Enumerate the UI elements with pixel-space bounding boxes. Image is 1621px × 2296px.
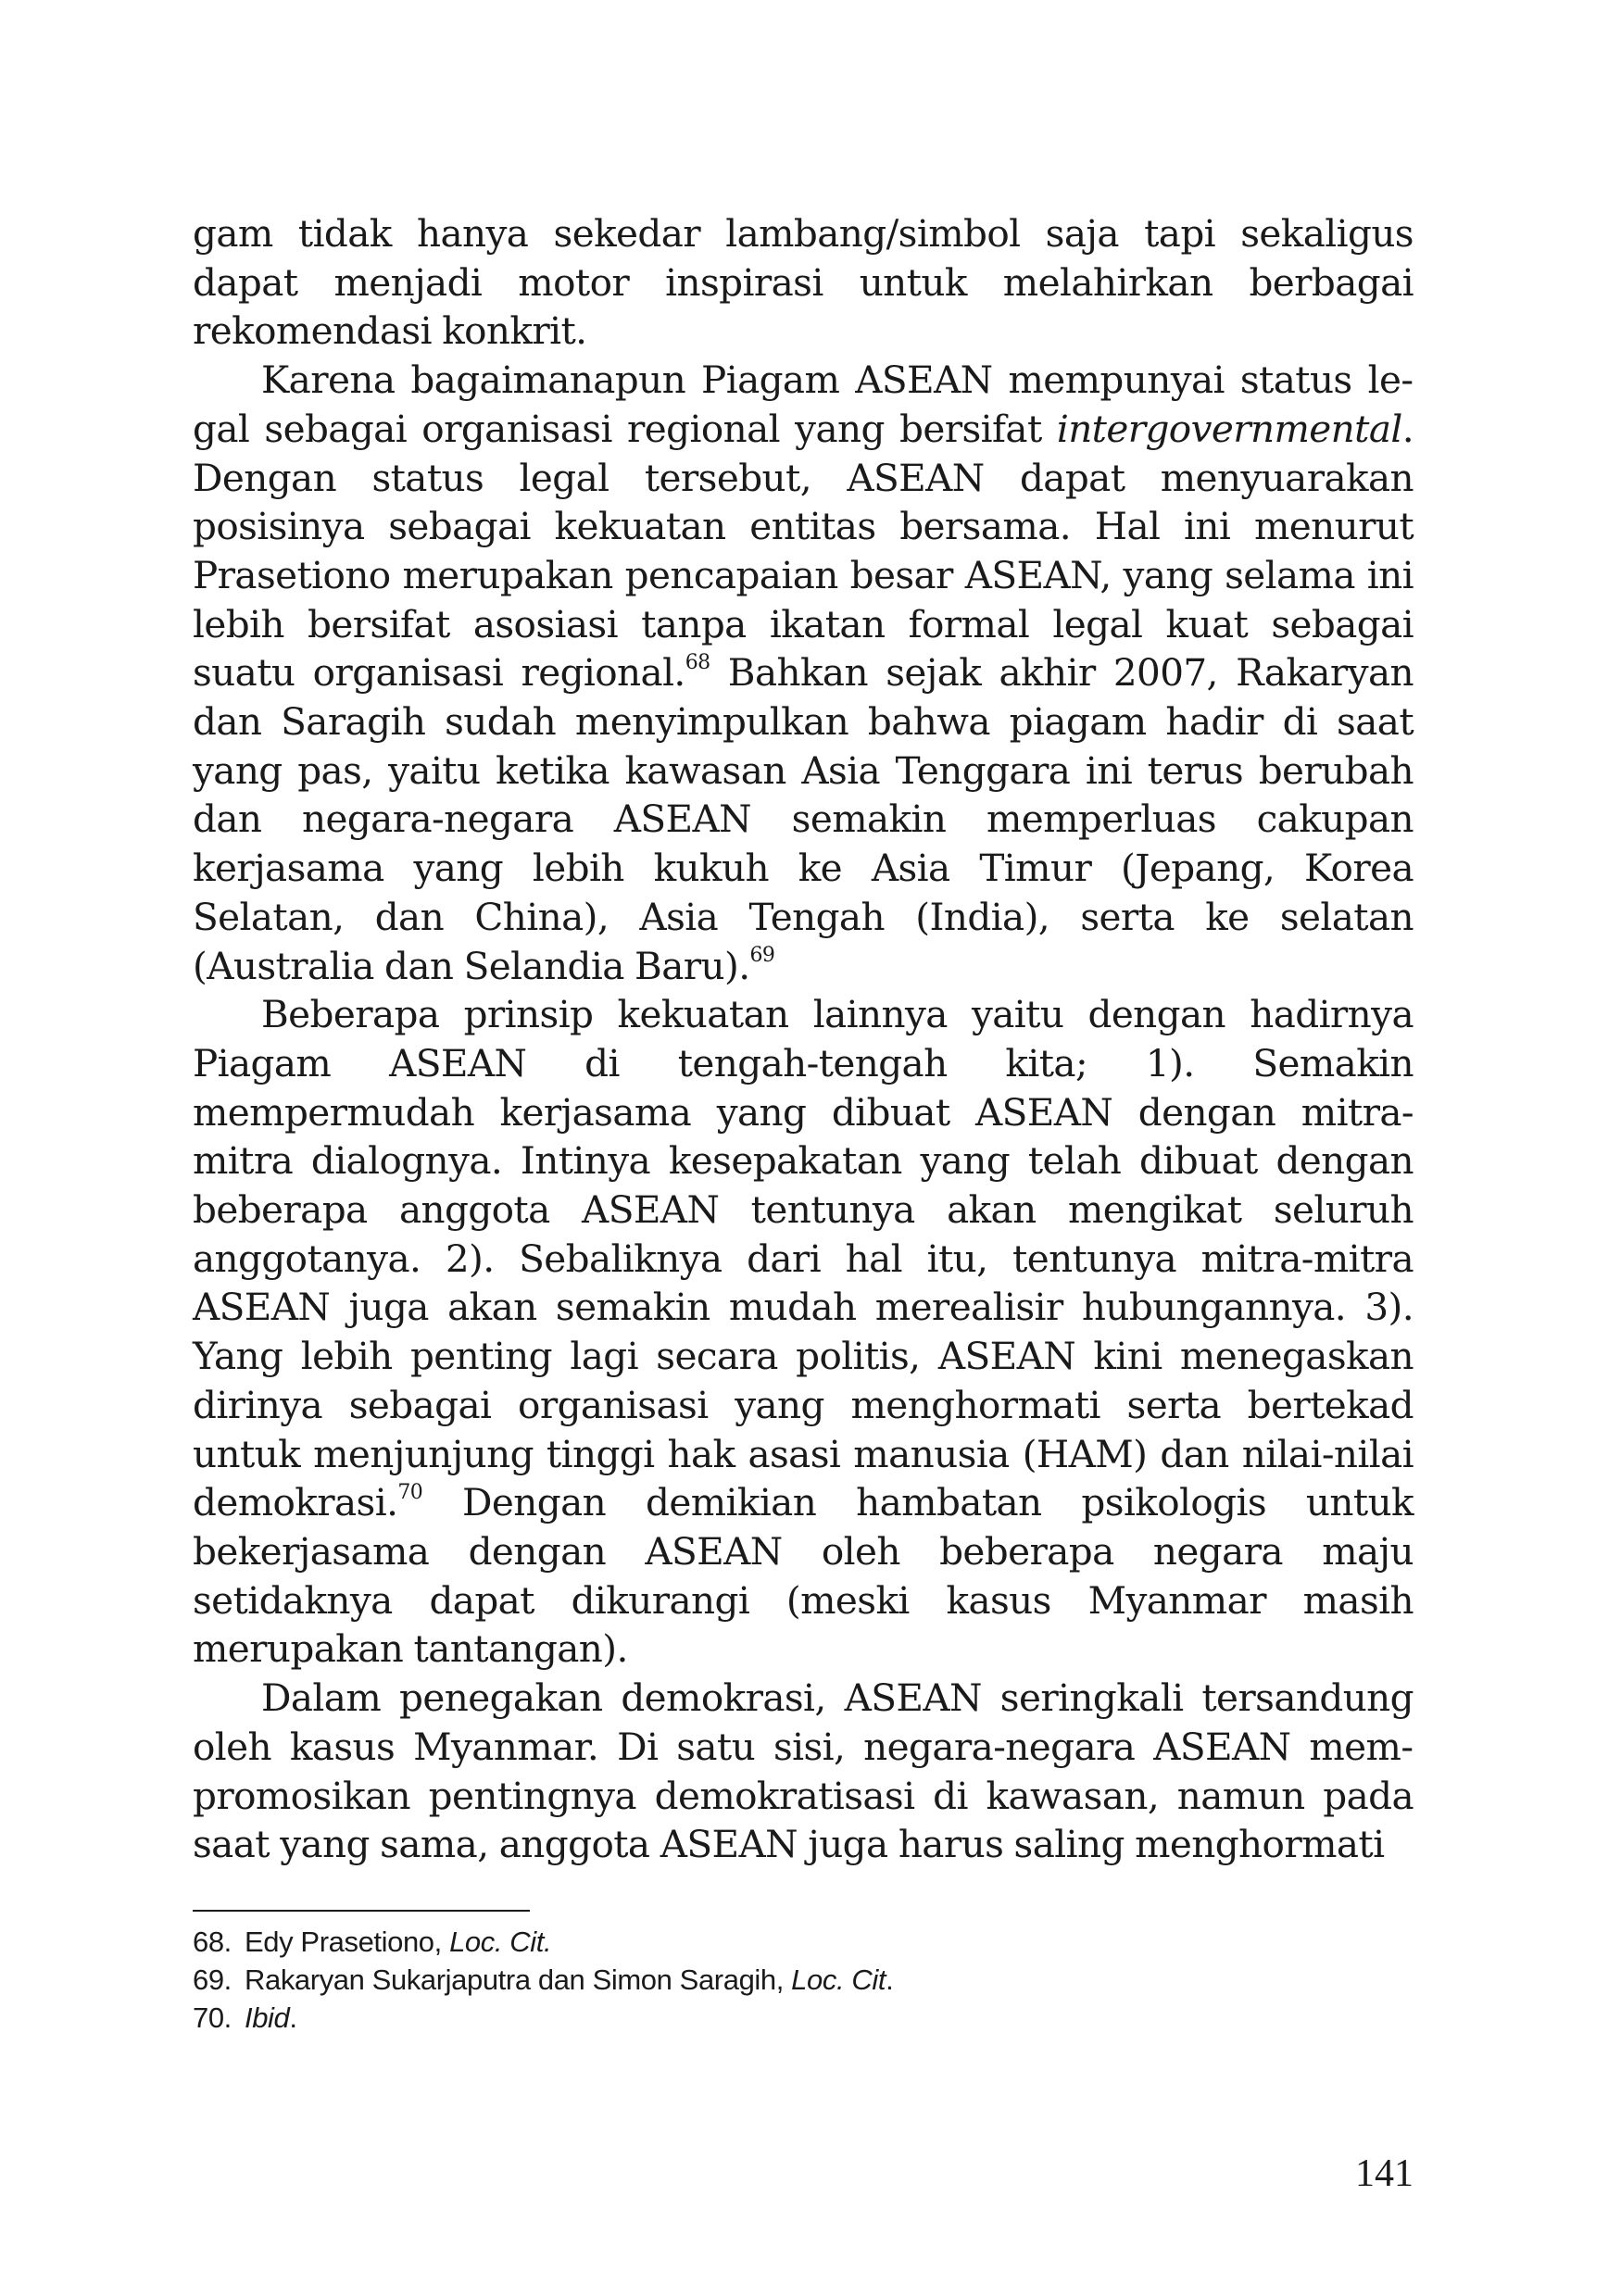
paragraph	[193, 209, 1414, 356]
footnote-divider	[193, 1910, 530, 1912]
text-run: gam tidak hanya sekedar lambang/simbol saja tapi sekaligus dapat menjadi motor inspirasi untuk melahirkan berbagai rekomendasi konkrit.	[193, 211, 1414, 354]
text-run: Bahkan sejak akhir 2007, Rakaryan dan Saragih sudah menyimpulkan bahwa piagam hadir di saat yang pas, yaitu ketika kawasan Asia Tenggara ini terus berubah dan negara-negara ASEAN semakin memperluas cakupan kerjasama yang lebih kukuh ke Asia Timur (Jepang, Korea Selatan, dan China), Asia Tengah (India), serta ke selatan (Australia dan Selandia Baru).	[193, 650, 1414, 988]
text-run: Beberapa prinsip kekuatan lainnya yaitu dengan hadirnya Piagam ASEAN di tengah-tengah kita; 1). Semakin mempermudah kerjasama yang dibuat ASEAN dengan mitra-mitra dialognya. Intinya kesepakatan yang telah dibuat dengan beberapa anggota ASEAN tentunya akan mengikat seluruh anggotanya. 2). Sebaliknya dari hal itu, tentunya mitra-mitra ASEAN juga akan semakin mudah merealisir hubungannya. 3). Yang lebih penting lagi secara politis, ASEAN kini menegaskan dirinya sebagai organisasi yang menghormati serta bertekad untuk menjunjung tinggi hak asasi manusia (HAM) dan nilai-nilai demokrasi.	[193, 992, 1414, 1525]
text-run: . Dengan status legal tersebut, ASEAN dapat menyuarakan posisinya sebagai kekuatan entitas bersama. Hal ini menurut Prasetiono merupakan pencapaian besar ASEAN, yang selama ini lebih bersifat asosiasi tanpa ikatan formal legal kuat sebagai suatu organisasi regional.	[193, 406, 1414, 696]
footnotes	[193, 1923, 1414, 2037]
body-text	[193, 209, 1414, 1869]
footnote-text	[245, 1964, 893, 1996]
footnote-text	[245, 1926, 551, 1958]
paragraph	[193, 356, 1414, 990]
italic-text: intergovernmental	[1056, 406, 1402, 451]
italic-text: Loc. Cit	[791, 1964, 886, 1996]
text-run: Karena bagaimanapun Piagam ASEAN mempunyai status legal sebagai organisasi regional yang bersifat	[193, 358, 1414, 451]
italic-text: Ibid	[245, 2001, 290, 2034]
text-run: Edy Prasetiono,	[245, 1926, 450, 1958]
text-run: Rakaryan Sukarjaputra dan Simon Saragih,	[245, 1964, 792, 1996]
footnote-number: 70.	[193, 2001, 232, 2034]
text-run: Dalam penegakan demokrasi, ASEAN seringkali tersandung oleh kasus Myanmar. Di satu sisi, negara-negara ASEAN mempromosikan pentingnya demokratisasi di kawasan, namun pada saat yang sama, anggota ASEAN juga harus saling menghormati	[193, 1675, 1414, 1867]
footnote-number: 68.	[193, 1926, 232, 1958]
footnote	[193, 1999, 1414, 2037]
footnote	[193, 1923, 1414, 1961]
footnote-text	[245, 2001, 297, 2034]
text-run: .	[886, 1964, 894, 1996]
footnote-reference: 69	[749, 944, 775, 968]
footnote-reference: 68	[685, 650, 710, 674]
text-run: .	[289, 2001, 297, 2034]
footnote-number: 69.	[193, 1964, 232, 1996]
page-number: 141	[1355, 2152, 1414, 2195]
paragraph	[193, 1674, 1414, 1869]
text-run: Dengan demikian hambatan psikologis untuk bekerjasama dengan ASEAN oleh beberapa negara maju setidaknya dapat dikurangi (meski kasus Myanmar masih merupakan tantangan).	[193, 1480, 1414, 1672]
italic-text: Loc. Cit.	[449, 1926, 552, 1958]
footnote	[193, 1961, 1414, 1999]
paragraph	[193, 990, 1414, 1674]
footnote-reference: 70	[397, 1480, 423, 1504]
